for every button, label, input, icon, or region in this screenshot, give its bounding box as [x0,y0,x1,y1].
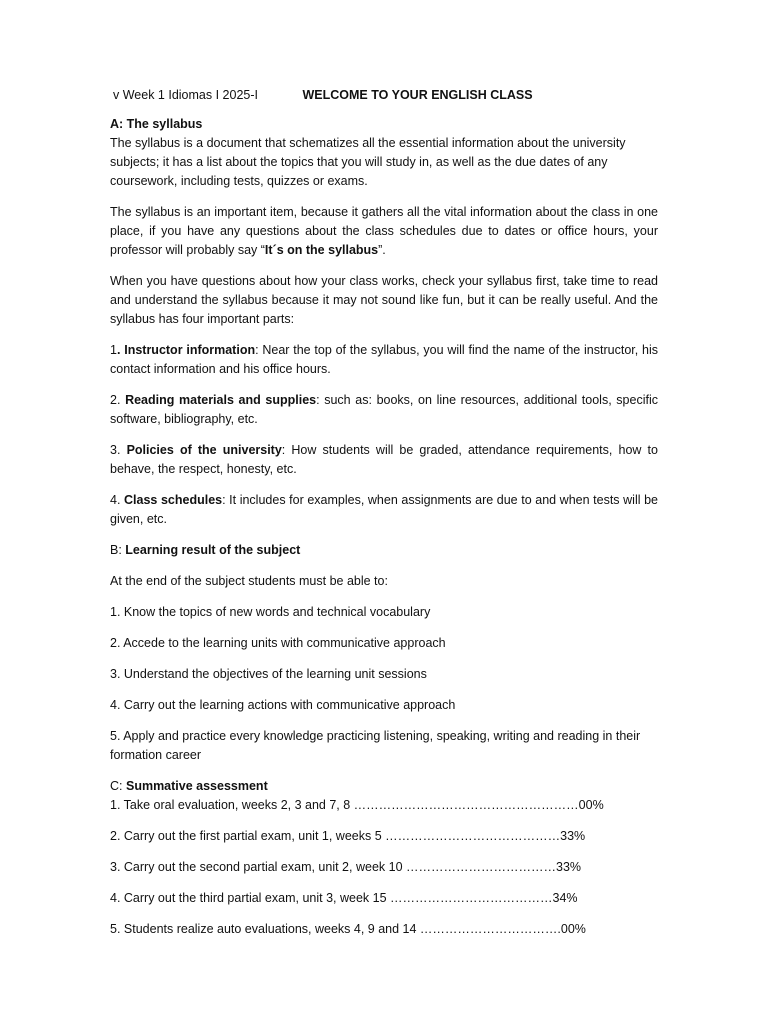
week-label: v Week 1 Idiomas I 2025-I [113,88,258,102]
learning-result-4: 4. Carry out the learning actions with communicative approach [110,698,456,712]
section-a-paragraph-2: The syllabus is an important item, because it gathers all the vital information about the class in one place, if you have any questions about the class schedules due to dates or office hours, your professor will probably say “It´s on the syllabus”. [110,205,658,257]
section-a-title: A: The syllabus [110,117,203,131]
document-body [110,86,658,951]
learning-result-5: 5. Apply and practice every knowledge practicing listening, speaking, writing and reading in their formation career [110,729,641,762]
assessment-item-4: 4. Carry out the third partial exam, unit 3, week 15 …………………………………34% [110,891,578,905]
section-b-intro: At the end of the subject students must be able to: [110,574,388,588]
section-b-title: B: Learning result of the subject [110,543,301,557]
syllabus-part-3: 3. Policies of the university: How students will be graded, attendance requirements, how to behave, the respect, honesty, etc. [110,443,658,476]
learning-result-1: 1. Know the topics of new words and technical vocabulary [110,605,431,619]
learning-result-2: 2. Accede to the learning units with communicative approach [110,636,446,650]
assessment-item-3: 3. Carry out the second partial exam, unit 2, week 10 ………………………………33% [110,860,582,874]
assessment-item-2: 2. Carry out the first partial exam, unit 1, weeks 5 ……………………………………33% [110,829,586,843]
document-header [113,86,658,105]
syllabus-part-4: 4. Class schedules: It includes for examples, when assignments are due to and when tests will be given, etc. [110,493,658,526]
syllabus-part-1: 1. Instructor information: Near the top of the syllabus, you will find the name of the instructor, his contact information and his office hours. [110,343,658,376]
emphasis-quote: It´s on the syllabus [264,243,379,257]
assessment-item-5: 5. Students realize auto evaluations, weeks 4, 9 and 14 …………………………….00% [110,922,586,936]
section-a-paragraph-1: The syllabus is a document that schematizes all the essential information about the university subjects; it has a list about the topics that you will study in, as well as the due dates of any coursework, including tests, quizzes or exams. [110,136,626,188]
assessment-item-1: 1. Take oral evaluation, weeks 2, 3 and 7, 8 ………………………………………………00% [110,798,604,812]
section-c-title: C: Summative assessment [110,779,268,793]
section-a-paragraph-3: When you have questions about how your class works, check your syllabus first, take time to read and understand the syllabus because it may not sound like fun, but it can be really useful. And the syllabus has four important parts: [110,274,658,326]
document-title: WELCOME TO YOUR ENGLISH CLASS [302,88,533,102]
learning-result-3: 3. Understand the objectives of the learning unit sessions [110,667,427,681]
syllabus-part-2: 2. Reading materials and supplies: such as: books, on line resources, additional tools, specific software, bibliography, etc. [110,393,658,426]
